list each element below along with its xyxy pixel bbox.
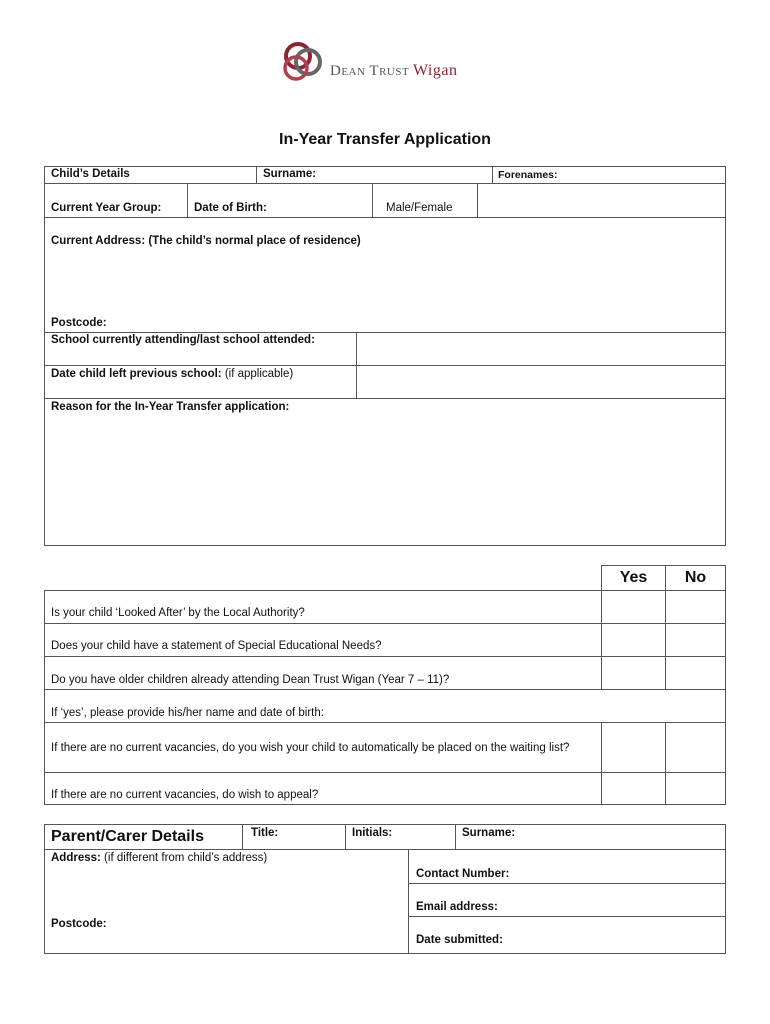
question-sibling-details[interactable]: If ‘yes’, please provide his/her name and date of birth: (51, 707, 324, 719)
yes-column-header: Yes (619, 569, 648, 586)
dean-trust-logo-icon (280, 40, 328, 84)
parent-initials-field[interactable]: Initials: (352, 827, 393, 839)
date-left-label-note: (if applicable) (221, 368, 294, 380)
question-waiting-list: If there are no current vacancies, do you wish your child to automatically be placed on the waiting list? (51, 742, 570, 754)
older-children-no-checkbox[interactable] (666, 657, 725, 689)
parent-carer-heading: Parent/Carer Details (51, 828, 204, 845)
transfer-reason-field[interactable]: Reason for the In-Year Transfer application: (51, 401, 290, 413)
school-attending-input[interactable] (357, 333, 725, 365)
question-special-needs: Does your child have a statement of Special Educational Needs? (51, 640, 382, 652)
parent-title-field[interactable]: Title: (251, 827, 279, 839)
date-left-input[interactable] (357, 366, 725, 398)
looked-after-yes-checkbox[interactable] (602, 591, 665, 623)
special-needs-yes-checkbox[interactable] (602, 624, 665, 656)
older-children-yes-checkbox[interactable] (602, 657, 665, 689)
question-appeal: If there are no current vacancies, do wish to appeal? (51, 789, 319, 801)
parent-address-note: (if different from child’s address) (100, 852, 268, 864)
parent-address-field[interactable] (51, 852, 267, 864)
logo-text-wigan: Wigan (412, 62, 458, 79)
current-address-field[interactable]: Current Address: (The child’s normal place of residence) (51, 235, 361, 247)
logo-text-dean-trust: Dean Trust (330, 63, 410, 79)
page-title: In-Year Transfer Application (279, 131, 491, 148)
current-year-group-field[interactable]: Current Year Group: (51, 202, 162, 214)
parent-postcode-field[interactable]: Postcode: (51, 918, 107, 930)
parent-surname-field[interactable]: Surname: (462, 827, 516, 839)
school-attending-label: School currently attending/last school attended: (51, 334, 315, 346)
date-left-label-bold: Date child left previous school: (51, 368, 222, 380)
gender-field[interactable]: Male/Female (386, 202, 453, 214)
appeal-yes-checkbox[interactable] (602, 773, 665, 804)
no-column-header: No (684, 569, 707, 586)
parent-address-label: Address: (51, 852, 101, 864)
childs-details-label: Child’s Details (51, 168, 130, 180)
child-surname-field[interactable]: Surname: (263, 168, 317, 180)
date-submitted-field[interactable]: Date submitted: (416, 934, 503, 946)
child-postcode-field[interactable]: Postcode: (51, 317, 107, 329)
child-forenames-field[interactable]: Forenames: (498, 169, 558, 181)
waiting-list-no-checkbox[interactable] (666, 723, 725, 772)
date-left-label (51, 368, 293, 380)
appeal-no-checkbox[interactable] (666, 773, 725, 804)
logo-text (330, 62, 457, 80)
looked-after-no-checkbox[interactable] (666, 591, 725, 623)
waiting-list-yes-checkbox[interactable] (602, 723, 665, 772)
email-address-field[interactable]: Email address: (416, 901, 498, 913)
question-older-children: Do you have older children already attending Dean Trust Wigan (Year 7 – 11)? (51, 674, 450, 686)
question-looked-after: Is your child ‘Looked After’ by the Local Authority? (51, 607, 305, 619)
special-needs-no-checkbox[interactable] (666, 624, 725, 656)
date-of-birth-field[interactable]: Date of Birth: (194, 202, 267, 214)
contact-number-field[interactable]: Contact Number: (416, 868, 510, 880)
